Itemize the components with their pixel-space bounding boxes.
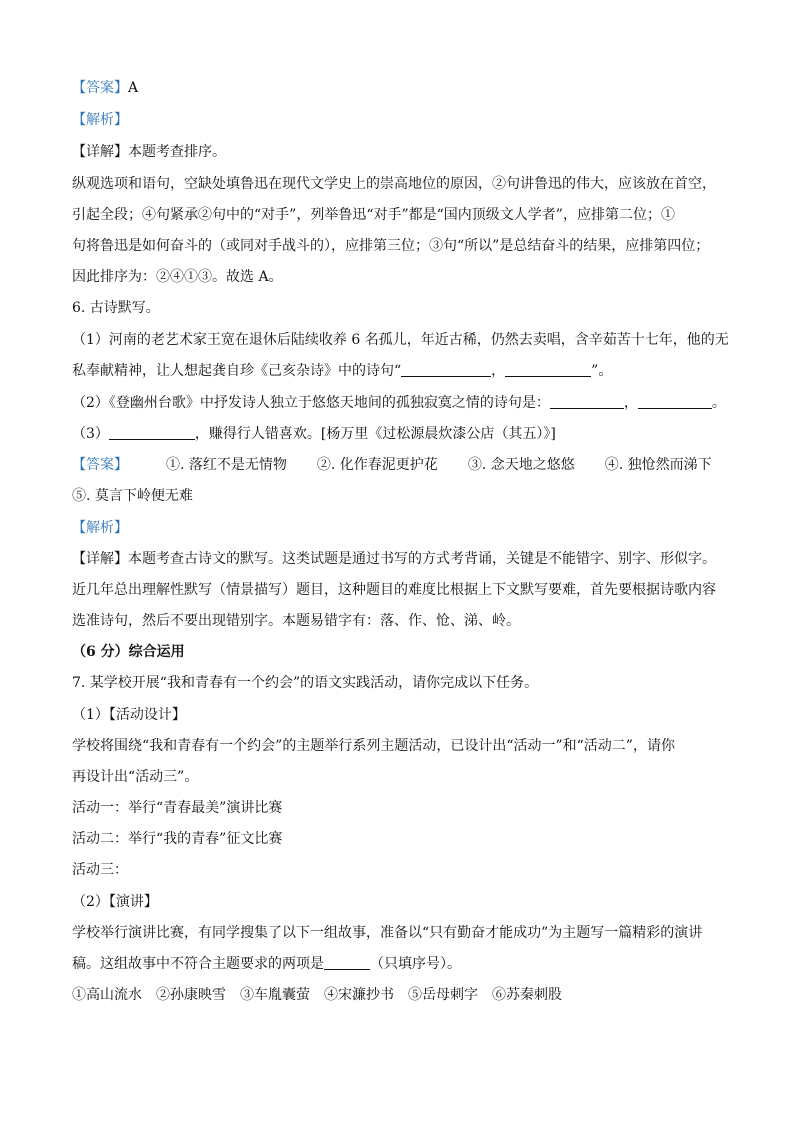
detail-line: 【详解】本题考查古诗文的默写。这类试题是通过书写的方式考背诵，关键是不能错字、别字、形似字。 <box>72 551 716 567</box>
detail-line: 【详解】本题考查排序。 <box>72 144 226 160</box>
list-item: ①高山流水 <box>72 987 142 1003</box>
fill-blank <box>550 394 624 409</box>
q6-answer <box>72 455 712 475</box>
list-item: ④宋濂抄书 <box>324 987 394 1003</box>
paragraph-line: 再设计出“活动三”。 <box>72 769 199 785</box>
fill-blank <box>109 425 195 440</box>
list-item: ②孙康映雪 <box>156 987 226 1003</box>
question-heading: 7. 某学校开展“我和青春有一个约会”的语文实践活动，请你完成以下任务。 <box>72 675 539 691</box>
paragraph-line: 引起全段；④句紧承②句中的“对手”，列举鲁迅“对手”都是“国内顶级文人学者”，应排第二位；① <box>72 207 675 223</box>
answer-item: ①. 落红不是无情物 <box>166 457 287 473</box>
paragraph-line: 稿。这组故事中不符合主题要求的两项是 （只填序号）。 <box>72 956 461 972</box>
answer-tag: 【答案】 <box>72 80 128 96</box>
fill-blank <box>401 362 491 377</box>
sub-question-2: （2）《登幽州台歌》中抒发诗人独立于悠悠天地间的孤独寂寞之情的诗句是： ， 。 <box>72 395 726 411</box>
list-item: ③车胤囊萤 <box>240 987 310 1003</box>
answer-item: ②. 化作春泥更护花 <box>316 457 438 473</box>
analysis-tag: 【解析】 <box>72 112 128 128</box>
question-heading: 6. 古诗默写。 <box>72 300 160 316</box>
sub-question-3: （3） ，赚得行人错喜欢。[杨万里《过松源晨炊漆公店（其五）》] <box>72 426 556 442</box>
analysis-tag: 【解析】 <box>72 520 128 536</box>
fill-blank <box>638 394 712 409</box>
paragraph-line: 学校将围绕“我和青春有一个约会”的主题举行系列主题活动，已设计出“活动一”和“活动二”，请你 <box>72 738 675 754</box>
part-title: （1）【活动设计】 <box>72 707 186 723</box>
paragraph-line: 纵观选项和语句，空缺处填鲁迅在现代文学史上的崇高地位的原因，②句讲鲁迅的伟大，应该放在首空， <box>72 176 716 192</box>
answer-tag: 【答案】 <box>72 457 128 473</box>
list-item: ⑥苏秦刺股 <box>492 987 562 1003</box>
answer-item: ⑤. 莫言下岭便无难 <box>72 488 193 504</box>
activity-item: 活动一：举行“青春最美”演讲比赛 <box>72 800 283 816</box>
answer-value: A <box>128 80 139 96</box>
part-title: （2）【演讲】 <box>72 894 158 910</box>
activity-item: 活动三： <box>72 862 128 878</box>
section-heading: （6 分）综合运用 <box>72 644 185 660</box>
list-item: ⑤岳母刺字 <box>408 987 478 1003</box>
answer-item: ③. 念天地之悠悠 <box>467 457 575 473</box>
paragraph-line: 学校举行演讲比赛，有同学搜集了以下一组故事，准备以“只有勤奋才能成功”为主题写一篇精彩的演讲 <box>72 925 703 941</box>
answer-item: ④. 独怆然而涕下 <box>604 457 712 473</box>
activity-item: 活动二：举行“我的青春”征文比赛 <box>72 831 283 847</box>
q5-answer <box>72 78 138 98</box>
detail-line: 选准诗句，然后不要出现错别字。本题易错字有：落、作、怆、涕、岭。 <box>72 613 520 629</box>
detail-line: 近几年总出理解性默写（情景描写）题目，这种题目的难度比根据上下文默写要难，首先要根据诗歌内容 <box>72 582 716 598</box>
story-list <box>72 985 562 1005</box>
sub-question-1-blanks: 私奉献精神，让人想起龚自珍《己亥杂诗》中的诗句“ ， ”。 <box>72 363 613 379</box>
paragraph-line: 因此排序为：②④①③。故选 A。 <box>72 269 283 285</box>
fill-blank <box>324 955 370 970</box>
sub-question-1: （1）河南的老艺术家王宽在退休后陆续收养 6 名孤儿，年近古稀，仍然去卖唱，含辛茹苦十七年，他的无 <box>72 332 729 348</box>
fill-blank <box>505 362 591 377</box>
paragraph-line: 句将鲁迅是如何奋斗的（或同对手战斗的），应排第三位；③句“所以”是总结奋斗的结果，应排第四位； <box>72 238 710 254</box>
